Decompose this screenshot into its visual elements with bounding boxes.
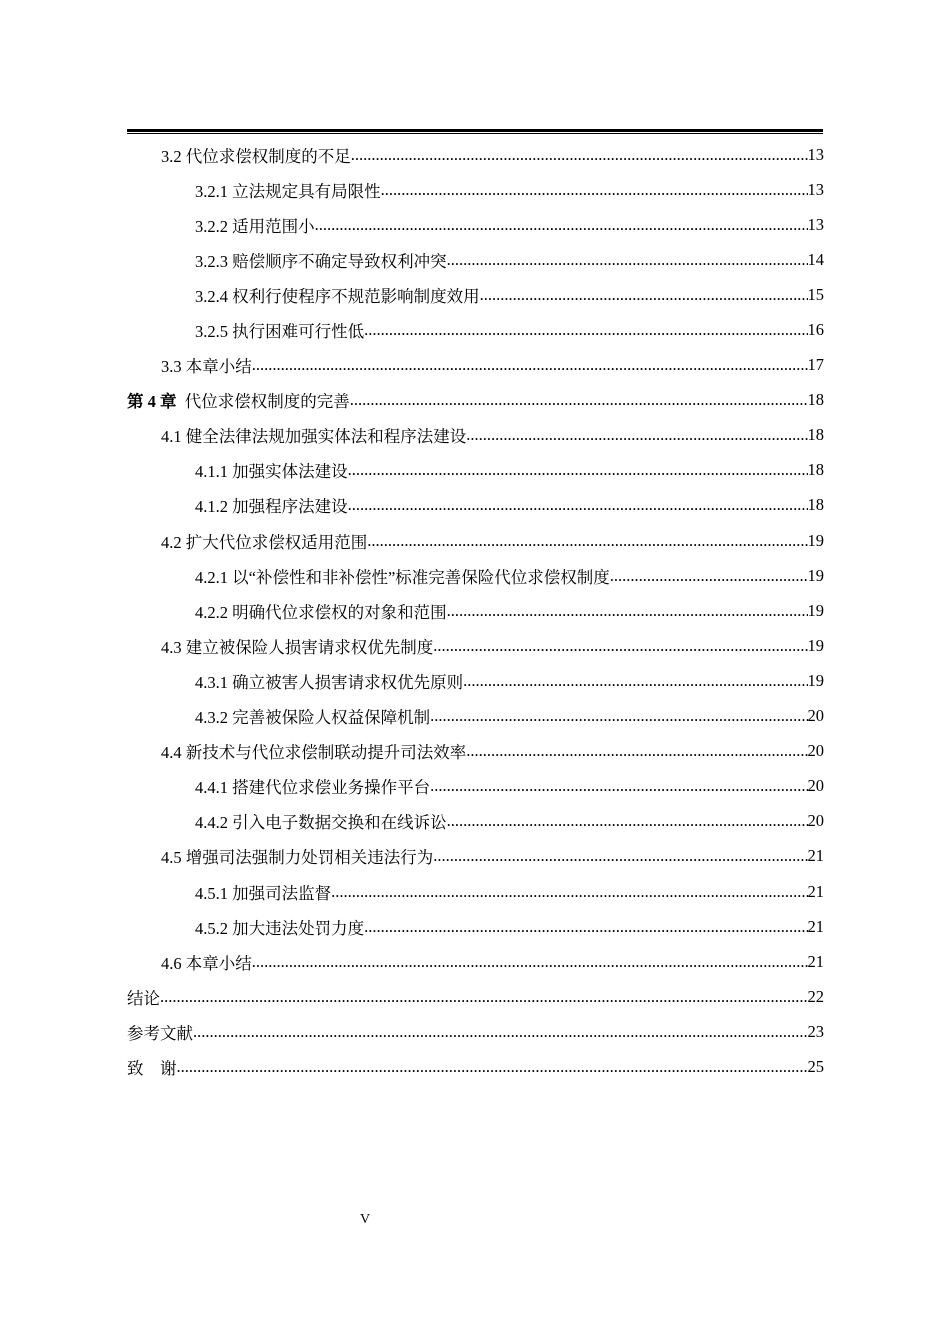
toc-dot-leader [433, 636, 807, 656]
toc-dot-leader [430, 706, 807, 726]
toc-page-number: 20 [807, 706, 824, 726]
toc-page-number: 17 [807, 355, 824, 375]
toc-entry-title: 3.3 本章小结 [161, 357, 252, 377]
toc-dot-leader [364, 320, 807, 340]
toc-entry-title: 4.3.1 确立被害人损害请求权优先原则 [195, 672, 464, 692]
toc-entry-title: 参考文献 [127, 1023, 193, 1043]
toc-entry[interactable] [127, 1014, 824, 1049]
toc-dot-leader [463, 671, 807, 691]
toc-entry-title: 4.2.2 明确代位求偿权的对象和范围 [195, 602, 447, 622]
toc-entry-title: 3.2.1 立法规定具有局限性 [195, 181, 381, 201]
toc-page-number: 18 [807, 390, 824, 410]
table-of-contents [127, 137, 824, 1085]
toc-dot-leader [430, 776, 807, 796]
toc-entry[interactable] [127, 593, 824, 628]
toc-dot-leader [433, 846, 807, 866]
toc-entry-title: 3.2.5 执行困难可行性低 [195, 322, 365, 342]
toc-entry-title: 4.5.1 加强司法监督 [195, 883, 332, 903]
toc-entry-title: 结论 [127, 988, 160, 1008]
toc-dot-leader [315, 215, 808, 235]
toc-entry[interactable] [127, 207, 824, 242]
toc-dot-leader [610, 566, 808, 586]
toc-page-number: 18 [807, 460, 824, 480]
toc-page-number: 21 [807, 846, 824, 866]
toc-page-number: 20 [807, 776, 824, 796]
toc-entry[interactable] [127, 312, 824, 347]
header-double-rule [127, 129, 823, 135]
toc-dot-leader [252, 952, 808, 972]
toc-entry[interactable] [127, 944, 824, 979]
toc-dot-leader [447, 250, 808, 270]
toc-page-number: 19 [807, 530, 824, 550]
header-rule-thin [127, 133, 823, 134]
toc-page-number: 19 [807, 565, 824, 585]
toc-page-number: 15 [807, 284, 824, 304]
toc-entry-title: 4.5 增强司法强制力处罚相关违法行为 [161, 848, 434, 868]
toc-entry[interactable] [127, 137, 824, 172]
toc-entry[interactable] [127, 523, 824, 558]
toc-chapter-label: 第 4 章 [127, 392, 177, 412]
toc-dot-leader [252, 355, 808, 375]
toc-entry-title: 3.2.2 适用范围小 [195, 216, 315, 236]
toc-entry-title: 4.1.2 加强程序法建设 [195, 497, 348, 517]
toc-page-number: 20 [807, 811, 824, 831]
header-rule-thick [127, 129, 823, 132]
toc-entry[interactable] [127, 418, 824, 453]
toc-dot-leader [331, 882, 807, 902]
toc-page-number: 21 [807, 951, 824, 971]
toc-entry-title: 4.3 建立被保险人损害请求权优先制度 [161, 637, 434, 657]
toc-entry-title: 4.1.1 加强实体法建设 [195, 462, 348, 482]
toc-entry-title: 4.1 健全法律法规加强实体法和程序法建设 [161, 427, 467, 447]
toc-dot-leader [364, 917, 807, 937]
toc-page-number: 18 [807, 495, 824, 515]
toc-dot-leader [447, 601, 808, 621]
toc-entry[interactable] [127, 874, 824, 909]
toc-page-number: 22 [807, 986, 824, 1006]
toc-entry[interactable] [127, 734, 824, 769]
toc-entry[interactable] [127, 277, 824, 312]
toc-dot-leader [480, 285, 808, 305]
toc-dot-leader [466, 425, 807, 445]
toc-entry[interactable] [127, 628, 824, 663]
toc-dot-leader [160, 987, 808, 1007]
toc-entry[interactable] [127, 804, 824, 839]
toc-entry[interactable] [127, 172, 824, 207]
toc-entry[interactable] [127, 663, 824, 698]
toc-page-number: 21 [807, 881, 824, 901]
toc-page-number: 13 [807, 179, 824, 199]
toc-page-number: 20 [807, 741, 824, 761]
page-number: V [359, 1212, 371, 1227]
toc-page-number: 23 [807, 1021, 824, 1041]
toc-page-number: 19 [807, 600, 824, 620]
toc-entry[interactable] [127, 699, 824, 734]
toc-page-number: 19 [807, 635, 824, 655]
toc-entry-title: 4.4.1 搭建代位求偿业务操作平台 [195, 778, 431, 798]
toc-page-number: 18 [807, 425, 824, 445]
toc-entry-title: 4.4 新技术与代位求偿制联动提升司法效率 [161, 743, 467, 763]
toc-entry[interactable] [127, 1049, 824, 1084]
toc-entry[interactable] [127, 488, 824, 523]
toc-page-number: 14 [807, 249, 824, 269]
toc-dot-leader [447, 811, 808, 831]
toc-entry[interactable] [127, 383, 824, 418]
toc-entry-title: 4.2 扩大代位求偿权适用范围 [161, 532, 368, 552]
toc-entry[interactable] [127, 839, 824, 874]
toc-dot-leader [193, 1022, 808, 1042]
toc-entry[interactable] [127, 348, 824, 383]
toc-dot-leader [350, 390, 808, 410]
toc-entry[interactable] [127, 558, 824, 593]
toc-entry[interactable] [127, 769, 824, 804]
toc-dot-leader [466, 741, 807, 761]
toc-dot-leader [177, 1057, 808, 1077]
toc-page-number: 19 [807, 670, 824, 690]
toc-dot-leader [348, 495, 808, 515]
toc-page-number: 13 [807, 144, 824, 164]
toc-entry-title: 4.2.1 以“补偿性和非补偿性”标准完善保险代位求偿权制度 [195, 567, 610, 587]
toc-page-number: 16 [807, 320, 824, 340]
toc-entry[interactable] [127, 909, 824, 944]
toc-page-number: 25 [807, 1056, 824, 1076]
toc-entry[interactable] [127, 242, 824, 277]
toc-dot-leader [367, 531, 807, 551]
toc-entry-title: 3.2.3 赔偿顺序不确定导致权利冲突 [195, 251, 447, 271]
toc-dot-leader [351, 145, 808, 165]
toc-entry-title: 3.2.4 权利行使程序不规范影响制度效用 [195, 286, 480, 306]
toc-dot-leader [348, 460, 808, 480]
toc-page-number: 13 [807, 214, 824, 234]
toc-chapter-gap [177, 392, 185, 411]
toc-entry-title: 4.3.2 完善被保险人权益保障机制 [195, 708, 431, 728]
toc-chapter-title: 代位求偿权制度的完善 [184, 392, 350, 412]
toc-entry-title: 致 谢 [127, 1058, 177, 1078]
toc-entry-title: 4.6 本章小结 [161, 953, 252, 973]
toc-entry[interactable] [127, 979, 824, 1014]
toc-entry-title: 3.2 代位求偿权制度的不足 [161, 146, 351, 166]
toc-entry-title [127, 388, 350, 412]
toc-entry-title: 4.4.2 引入电子数据交换和在线诉讼 [195, 813, 447, 833]
toc-dot-leader [381, 180, 808, 200]
toc-entry[interactable] [127, 453, 824, 488]
toc-page-number: 21 [807, 916, 824, 936]
toc-entry-title: 4.5.2 加大违法处罚力度 [195, 918, 365, 938]
